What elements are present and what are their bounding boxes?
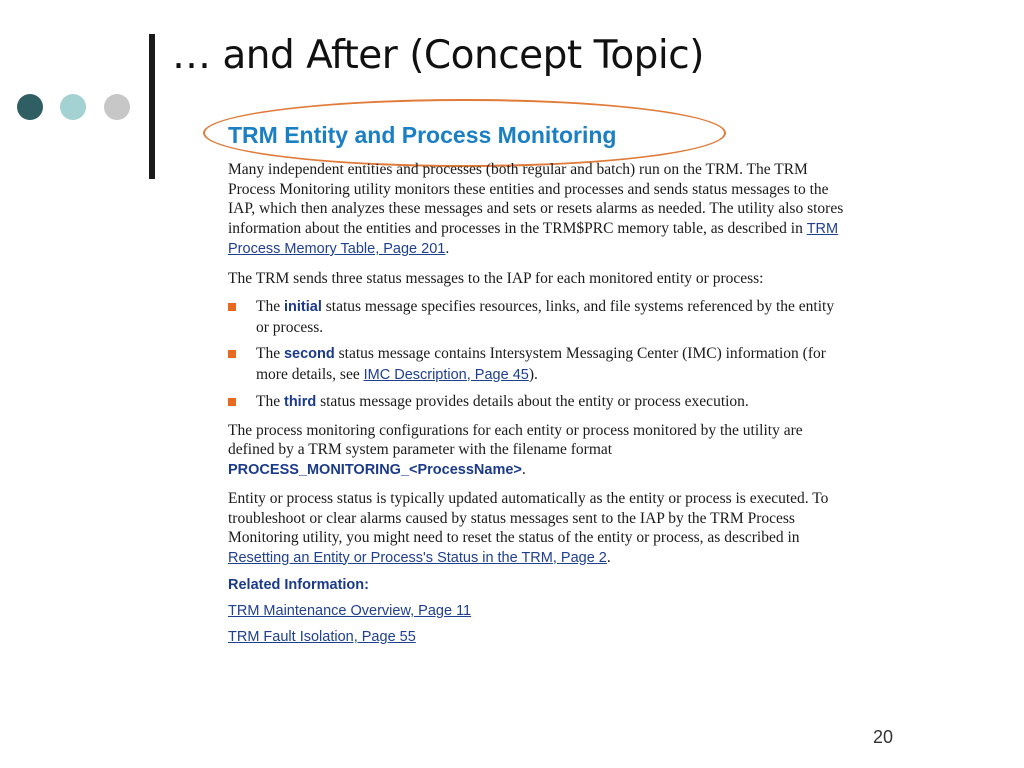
doc-paragraph-2: The TRM sends three status messages to the IAP for each monitored entity or process: [228, 269, 764, 287]
link-trm-process-memory-table[interactable]: TRM Process Memory Table, Page 201 [228, 220, 839, 257]
filename-format-code: PROCESS_MONITORING_<ProcessName> [228, 461, 522, 478]
link-resetting-entity-status[interactable]: Resetting an Entity or Process's Status in the TRM, Page 2 [228, 549, 607, 566]
status-message-list [228, 297, 848, 413]
link-imc-description[interactable]: IMC Description, Page 45 [363, 366, 529, 383]
slide-page-number: 20 [873, 727, 894, 747]
document-excerpt [228, 120, 848, 655]
bullet-keyword: second [283, 346, 335, 362]
decor-dot-teal [60, 94, 86, 120]
link-trm-fault-isolation[interactable]: TRM Fault Isolation, Page 55 [228, 629, 416, 645]
bullet-square-icon [228, 350, 236, 358]
decor-dot-dark [17, 94, 43, 120]
list-item: The third status message provides details about the entity or process execution. [228, 392, 848, 413]
doc-paragraph-1: Many independent entities and processes (both regular and batch) run on the TRM. The TRM Process Monitoring utility monitors these entities and processes and sends status messages to the IAP, which then analyzes these messages and sets or resets alarms as needed. The utility also stores information about the entities and processes in the TRM$PRC memory table, as described in TRM Process Memory Table, Page 201. [228, 161, 844, 257]
doc-paragraph-4: Entity or process status is typically updated automatically as the entity or process is executed. To troubleshoot or clear alarms caused by status messages sent to the IAP by the TRM Process Monitoring utility, you might need to reset the status of the entity or process, as described in Resetting an Entity or Process's Status in the TRM, Page 2. [228, 490, 829, 566]
related-information-heading: Related Information: [228, 577, 369, 593]
slide-title: … and After (Concept Topic) [172, 33, 704, 78]
bullet-keyword: initial [283, 299, 322, 315]
doc-heading: TRM Entity and Process Monitoring [228, 122, 617, 148]
decor-dot-gray [104, 94, 130, 120]
list-item: The initial status message specifies resources, links, and file systems referenced by the entity or process. [228, 297, 848, 337]
list-item: The second status message contains Intersystem Messaging Center (IMC) information (for more details, see IMC Description, Page 45). [228, 344, 848, 385]
bullet-keyword: third [283, 394, 317, 410]
bullet-square-icon [228, 398, 236, 406]
p1-text: Many independent entities and processes (both regular and batch) run on the TRM. The TRM Process Monitoring utility monitors these entities and processes and sends status messages to the IAP, which then analyzes these messages and sets or resets alarms as needed. The utility also stores information about the entities and processes in the TRM$PRC memory table, as described in [228, 161, 844, 237]
title-divider-bar [149, 34, 155, 179]
bullet-square-icon [228, 303, 236, 311]
link-trm-maintenance-overview[interactable]: TRM Maintenance Overview, Page 11 [228, 603, 472, 619]
doc-paragraph-3: The process monitoring configurations for each entity or process monitored by the utility are defined by a TRM system parameter with the filename format PROCESS_MONITORING_<ProcessName>. [228, 421, 803, 478]
